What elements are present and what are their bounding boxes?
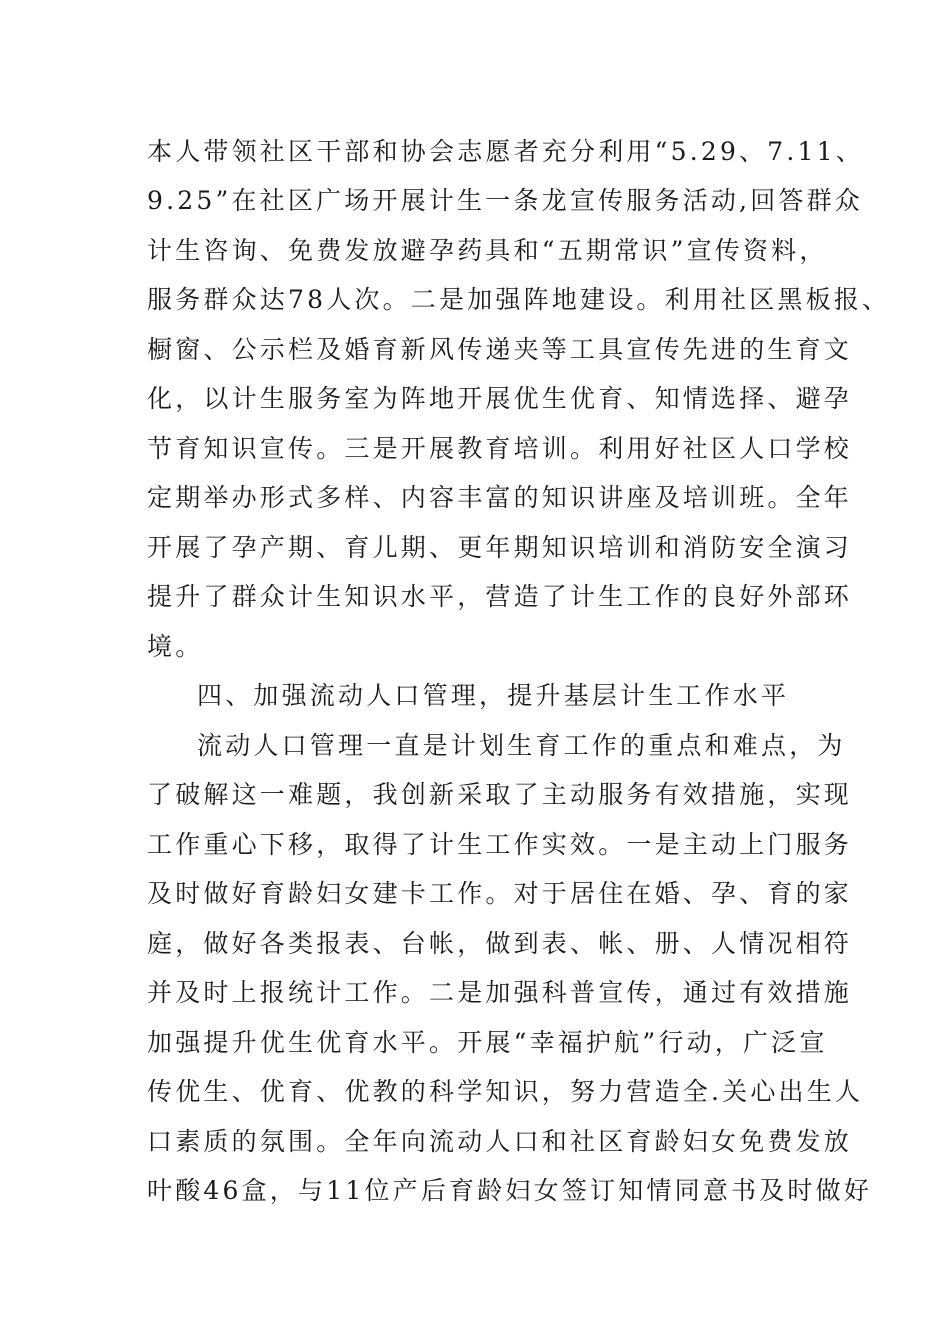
paragraph-line: 提升了群众计生知识水平，营造了计生工作的良好外部环	[147, 582, 853, 611]
paragraph-line: 计生咨询、免费发放避孕药具和“五期常识”宣传资料，	[147, 236, 828, 265]
paragraph-line: 本人带领社区干部和协会志愿者充分利用“5.29、7.11、	[147, 137, 864, 166]
paragraph-line: 传优生、优育、优教的科学知识，努力营造全.关心出生人	[147, 1077, 864, 1106]
paragraph-line: 定期举办形式多样、内容丰富的知识讲座及培训班。全年	[147, 483, 853, 512]
paragraph-line: 流动人口管理一直是计划生育工作的重点和难点，为	[197, 731, 846, 760]
paragraph-line: 节育知识宣传。三是开展教育培训。利用好社区人口学校	[147, 434, 853, 463]
paragraph-line: 并及时上报统计工作。二是加强科普宣传，通过有效措施	[147, 978, 853, 1007]
paragraph-line: 叶酸46盒，与11位产后育龄妇女签订知情同意书及时做好	[147, 1176, 873, 1205]
paragraph-line: 了破解这一难题，我创新采取了主动服务有效措施，实现	[147, 780, 853, 809]
paragraph-line: 口素质的氛围。全年向流动人口和社区育龄妇女免费发放	[147, 1127, 853, 1156]
paragraph-line: 橱窗、公示栏及婚育新风传递夹等工具宣传先进的生育文	[147, 335, 853, 364]
paragraph-line: 及时做好育龄妇女建卡工作。对于居住在婚、孕、育的家	[147, 879, 853, 908]
paragraph-line: 服务群众达78人次。二是加强阵地建设。利用社区黑板报、	[147, 285, 891, 314]
paragraph-line: 化，以计生服务室为阵地开展优生优育、知情选择、避孕	[147, 384, 853, 413]
paragraph-line: 开展了孕产期、育儿期、更年期知识培训和消防安全演习	[147, 533, 853, 562]
paragraph-line: 工作重心下移，取得了计生工作实效。一是主动上门服务	[147, 830, 853, 859]
paragraph-line: 加强提升优生优育水平。开展“幸福护航”行动，广泛宣	[147, 1028, 828, 1057]
section-heading: 四、加强流动人口管理，提升基层计生工作水平	[197, 681, 790, 710]
paragraph-line: 境。	[147, 632, 204, 661]
paragraph-line: 庭，做好各类报表、台帐，做到表、帐、册、人情况相符	[147, 929, 853, 958]
paragraph-line: 9.25”在社区广场开展计生一条龙宣传服务活动,回答群众	[147, 186, 863, 215]
